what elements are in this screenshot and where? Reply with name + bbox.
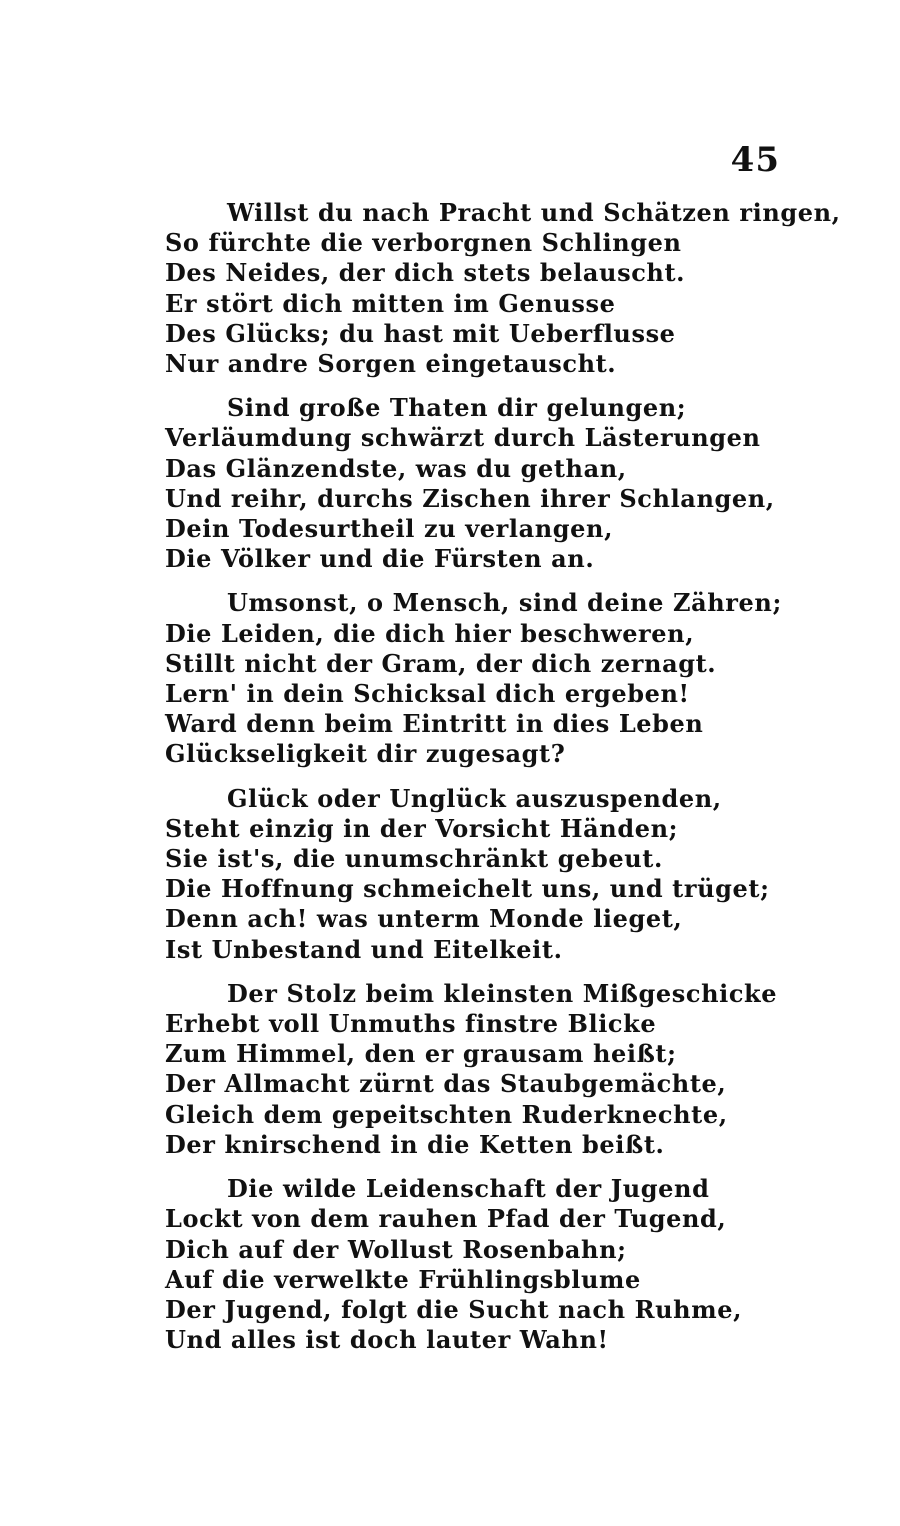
poem-line: Gleich dem gepeitschten Ruderknechte, (165, 1099, 728, 1129)
poem-line: Glückseligkeit dir zugesagt? (165, 739, 566, 769)
poem-line: Dich auf der Wollust Rosenbahn; (165, 1234, 627, 1264)
page-number: 45 (730, 140, 780, 180)
poem-line: Ist Unbestand und Eitelkeit. (165, 934, 563, 964)
poem-line: Lern' in dein Schicksal dich ergeben! (165, 679, 690, 709)
poem-line: Sind große Thaten dir gelungen; (227, 393, 687, 423)
stanza-1 (165, 198, 841, 379)
poem-line: Der Jugend, folgt die Sucht nach Ruhme, (165, 1294, 743, 1324)
stanza-3 (165, 588, 805, 769)
poem-line: Denn ach! was unterm Monde lieget, (165, 904, 683, 934)
poem-line: Die Leiden, die dich hier beschweren, (165, 618, 695, 648)
stanza-6 (165, 1174, 805, 1355)
poem-line: Und alles ist doch lauter Wahn! (165, 1325, 609, 1355)
poem-line: Ward denn beim Eintritt in dies Leben (165, 709, 704, 739)
poem-line: Sie ist's, die unumschränkt gebeut. (165, 844, 663, 874)
poem-line: Willst du nach Pracht und Schätzen ringen, (227, 198, 841, 227)
poem-line: Der knirschend in die Ketten beißt. (165, 1129, 665, 1159)
poem-line: Nur andre Sorgen eingetauscht. (165, 349, 617, 379)
poem-line: Steht einzig in der Vorsicht Händen; (165, 813, 679, 843)
poem-line: Die Völker und die Fürsten an. (165, 544, 595, 574)
poem-line: Zum Himmel, den er grausam heißt; (165, 1039, 677, 1069)
stanza-4 (165, 784, 805, 965)
stanza-2 (165, 393, 805, 574)
stanza-5 (165, 979, 805, 1160)
poem-line: Er stört dich mitten im Genusse (165, 288, 616, 318)
poem-line: Das Glänzendste, was du gethan, (165, 453, 627, 483)
poem-line: Des Glücks; du hast mit Ueberflusse (165, 318, 676, 348)
poem (165, 198, 841, 1369)
poem-line: Lockt von dem rauhen Pfad der Tugend, (165, 1204, 727, 1234)
poem-line: Stillt nicht der Gram, der dich zernagt. (165, 648, 717, 678)
poem-line: Der Allmacht zürnt das Staubgemächte, (165, 1069, 727, 1099)
poem-line: Verläumdung schwärzt durch Lästerungen (165, 423, 761, 453)
poem-line: Die wilde Leidenschaft der Jugend (227, 1174, 710, 1204)
poem-line: So fürchte die verborgnen Schlingen (165, 228, 682, 258)
poem-line: Auf die verwelkte Frühlingsblume (165, 1264, 641, 1294)
poem-line: Des Neides, der dich stets belauscht. (165, 258, 686, 288)
poem-line: Der Stolz beim kleinsten Mißgeschicke (227, 978, 778, 1008)
poem-line: Die Hoffnung schmeichelt uns, und trüget; (165, 874, 770, 904)
poem-line: Erhebt voll Unmuths finstre Blicke (165, 1009, 657, 1039)
poem-line: Glück oder Unglück auszuspenden, (227, 783, 722, 813)
poem-line: Dein Todesurtheil zu verlangen, (165, 514, 614, 544)
poem-line: Umsonst, o Mensch, sind deine Zähren; (227, 588, 782, 618)
poem-line: Und reihr, durchs Zischen ihrer Schlangen, (165, 483, 775, 513)
